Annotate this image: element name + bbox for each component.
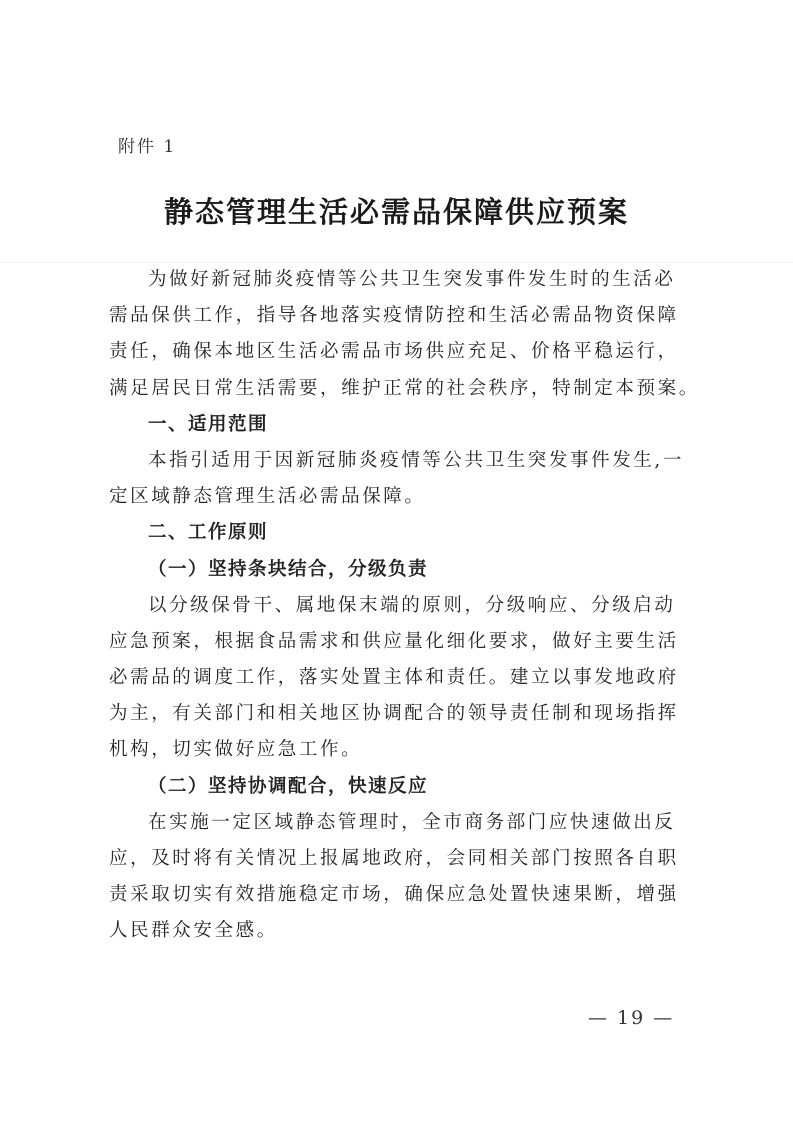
body-text-line: 应急预案，根据食品需求和供应量化细化要求，做好主要生活 [109,630,679,652]
body-text-line: 需品保供工作，指导各地落实疫情防控和生活必需品物资保障 [109,305,679,327]
body-text-line: 本指引适用于因新冠肺炎疫情等公共卫生突发事件发生,一 [148,449,684,471]
subsection-heading: （二）坚持协调配合，快速反应 [148,775,429,797]
body-text-line: 责采取切实有效措施稳定市场，确保应急处置快速果断，增强 [109,884,679,906]
section-heading: 一、适用范围 [148,413,269,435]
body-text-line: 定区域静态管理生活必需品保障。 [109,486,426,508]
page-number: — 19 — [588,1007,675,1029]
body-text-line: 为做好新冠肺炎疫情等公共卫生突发事件发生时的生活必 [148,269,676,290]
body-text-line: 责任，确保本地区生活必需品市场供应充足、价格平稳运行， [109,341,679,363]
body-text-line: 机构，切实做好应急工作。 [109,739,363,761]
body-text-line: 以分级保骨干、属地保末端的原则，分级响应、分级启动 [148,594,676,616]
attachment-label: 附件 1 [118,137,177,157]
body-text-line: 满足居民日常生活需要，维护正常的社会秩序，特制定本预案。 [109,377,700,399]
section-heading: 二、工作原则 [148,522,269,544]
document-title: 静态管理生活必需品保障供应预案 [163,195,629,229]
body-text-line: 应，及时将有关情况上报属地政府，会同相关部门按照各自职 [109,848,679,869]
body-text-line: 为主，有关部门和相关地区协调配合的领导责任制和现场指挥 [109,703,679,725]
document-body [109,262,700,950]
subsection-heading: （一）坚持条块结合，分级负责 [148,558,429,580]
body-text-line: 人民群众安全感。 [109,920,278,942]
body-text-line: 必需品的调度工作，落实处置主体和责任。建立以事发地政府 [109,667,679,689]
body-text-line: 在实施一定区域静态管理时，全市商务部门应快速做出反 [148,811,676,833]
